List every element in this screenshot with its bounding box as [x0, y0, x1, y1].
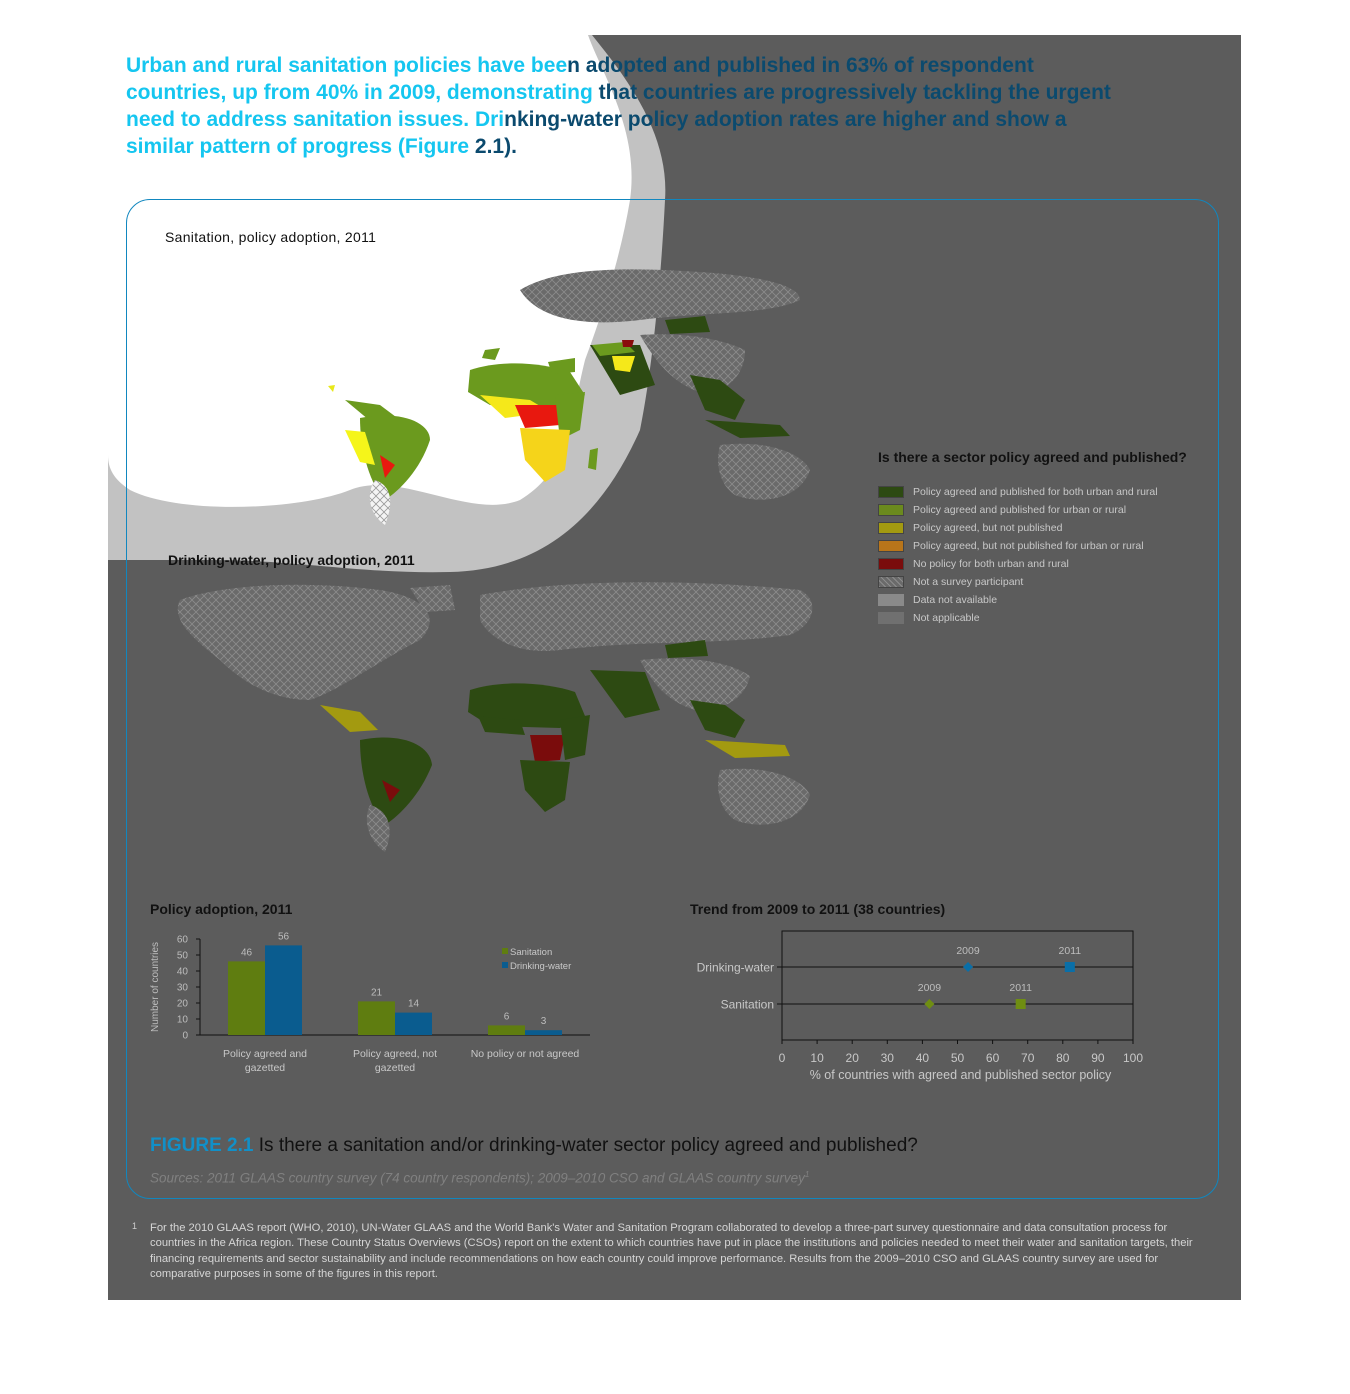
y-tick-label: 30	[176, 982, 188, 994]
legend-item	[878, 591, 1218, 609]
x-tick-label: 30	[880, 1051, 894, 1065]
figure-label: FIGURE 2.1	[150, 1135, 254, 1156]
diamond-marker	[963, 962, 973, 972]
y-tick-label: 50	[176, 950, 188, 962]
bar-value-label: 6	[503, 1011, 510, 1023]
bar-drinking-water	[395, 1013, 432, 1035]
bar-legend-swatch	[502, 948, 508, 954]
bar-drinking-water	[265, 945, 302, 1035]
x-category-label: Policy agreed and	[222, 1048, 308, 1060]
legend-title: Is there a sector policy agreed and published?	[878, 449, 1187, 465]
figure-caption	[150, 1135, 918, 1157]
legend-label: No policy for both urban and rural	[913, 558, 1069, 570]
legend-swatch-hatched	[878, 576, 904, 588]
trend-chart	[680, 925, 1160, 1095]
point-year-label: 2011	[1009, 982, 1032, 994]
intro-line	[126, 52, 1216, 79]
legend-item	[878, 537, 1218, 555]
legend-swatch	[878, 522, 904, 534]
x-tick-label: 10	[810, 1051, 824, 1065]
footnote-number: 1	[132, 1221, 138, 1231]
y-axis-label: Number of countries	[150, 941, 161, 1033]
x-category-label: gazetted	[244, 1062, 286, 1074]
x-tick-label: 100	[1122, 1051, 1144, 1065]
legend-swatch	[878, 612, 904, 624]
point-year-label: 2009	[917, 982, 942, 994]
intro-text-highlight: countries, up from 40% in 2009, demonstrating	[126, 81, 599, 104]
row-label: Drinking-water	[696, 960, 774, 975]
bar-sanitation	[488, 1025, 525, 1035]
intro-paragraph	[126, 52, 1216, 160]
intro-text-highlight: similar pattern of progress (Figure	[126, 135, 475, 158]
legend-swatch	[878, 540, 904, 552]
y-tick-label: 20	[176, 998, 188, 1010]
legend-label: Data not available	[913, 594, 998, 606]
x-category-label: Policy agreed, not	[352, 1048, 438, 1060]
intro-text-highlight: need to address sanitation issues. Dri	[126, 108, 505, 131]
x-tick-label: 40	[915, 1051, 930, 1065]
legend-label: Policy agreed, but not published for urban or rural	[913, 540, 1144, 552]
bar-value-label: 56	[277, 931, 290, 943]
x-category-label: gazetted	[374, 1062, 416, 1074]
intro-text-dimmed: n adopted and published in 63% of respondent	[567, 54, 1034, 77]
sanitation-map-title: Sanitation, policy adoption, 2011	[165, 229, 377, 245]
bar-drinking-water	[525, 1030, 562, 1035]
bar-legend-label: Sanitation	[510, 947, 553, 958]
legend-label: Not a survey participant	[913, 576, 1024, 588]
intro-text-dimmed: nking-water policy adoption rates are higher and show a	[504, 108, 1067, 131]
point-year-label: 2011	[1058, 945, 1082, 957]
bar-chart-title: Policy adoption, 2011	[150, 901, 293, 917]
bar-sanitation	[228, 961, 265, 1035]
y-tick-label: 60	[176, 934, 188, 946]
legend-label: Not applicable	[913, 612, 980, 624]
figure-sources	[150, 1170, 809, 1186]
figure-caption-text: Is there a sanitation and/or drinking-water sector policy agreed and published?	[253, 1135, 918, 1156]
legend-swatch	[878, 594, 904, 606]
legend-swatch	[878, 558, 904, 570]
y-tick-label: 0	[182, 1030, 188, 1042]
legend-item	[878, 519, 1218, 537]
y-tick-label: 10	[176, 1014, 188, 1026]
legend-item	[878, 555, 1218, 573]
bar-legend-swatch	[502, 962, 508, 968]
square-marker	[1065, 962, 1075, 972]
square-marker	[1016, 999, 1026, 1009]
bar-value-label: 46	[240, 947, 253, 959]
intro-line	[126, 106, 1216, 133]
x-category-label: No policy or not agreed	[470, 1048, 580, 1060]
row-label: Sanitation	[720, 997, 774, 1012]
legend-swatch	[878, 486, 904, 498]
bar-chart	[140, 925, 600, 1095]
legend-label: Policy agreed and published for urban or rural	[913, 504, 1127, 516]
bar-legend-label: Drinking-water	[510, 961, 572, 972]
sources-footnote-ref: 1	[804, 1170, 810, 1179]
x-tick-label: 70	[1021, 1051, 1035, 1065]
legend-label: Policy agreed, but not published	[913, 522, 1063, 534]
intro-text-dimmed: 2.1).	[474, 135, 517, 158]
x-tick-label: 20	[845, 1051, 859, 1065]
y-tick-label: 40	[176, 966, 188, 978]
legend-item	[878, 609, 1218, 627]
x-tick-label: 0	[778, 1051, 786, 1065]
legend-swatch	[878, 504, 904, 516]
intro-line	[126, 79, 1216, 106]
trend-chart-title: Trend from 2009 to 2011 (38 countries)	[690, 901, 946, 917]
legend-item	[878, 573, 1218, 591]
intro-text-highlight: Urban and rural sanitation policies have bee	[126, 54, 568, 77]
x-tick-label: 60	[985, 1051, 1000, 1065]
point-year-label: 2009	[956, 945, 980, 957]
intro-line	[126, 133, 1216, 160]
x-tick-label: 50	[950, 1051, 965, 1065]
legend-label: Policy agreed and published for both urban and rural	[913, 486, 1158, 498]
intro-text-dimmed: that countries are progressively tackling the urgent	[598, 81, 1111, 104]
drinking-water-map-title: Drinking-water, policy adoption, 2011	[168, 552, 415, 568]
footnote-text: For the 2010 GLAAS report (WHO, 2010), UN-Water GLAAS and the World Bank's Water and Sanitation Program collaborated to develop a three-part survey questionnaire and data consultation process for countries in the Africa region. These Country Status Overviews (CSOs) report on the extent to which countries have put in place the institutions and policies needed to meet their water and sanitation targets, their financing requirements and sector sustainability and include recommendations on how each country could improve performance. Results from the 2009–2010 CSO and GLAAS country survey are used for comparative purposes in some of the figures in this report.	[150, 1222, 1193, 1280]
legend-item	[878, 483, 1218, 501]
bar-sanitation	[358, 1001, 395, 1035]
legend-item	[878, 501, 1218, 519]
sources-text: Sources: 2011 GLAAS country survey (74 country respondents); 2009–2010 CSO and GLAAS country survey	[150, 1170, 805, 1186]
bar-value-label: 21	[370, 987, 383, 999]
diamond-marker	[924, 999, 934, 1009]
x-axis-label: % of countries with agreed and published sector policy	[809, 1068, 1112, 1082]
bar-value-label: 14	[407, 998, 420, 1010]
map-legend	[878, 449, 1218, 627]
x-tick-label: 90	[1091, 1051, 1105, 1065]
bar-value-label: 3	[540, 1016, 547, 1028]
x-tick-label: 80	[1056, 1051, 1070, 1065]
